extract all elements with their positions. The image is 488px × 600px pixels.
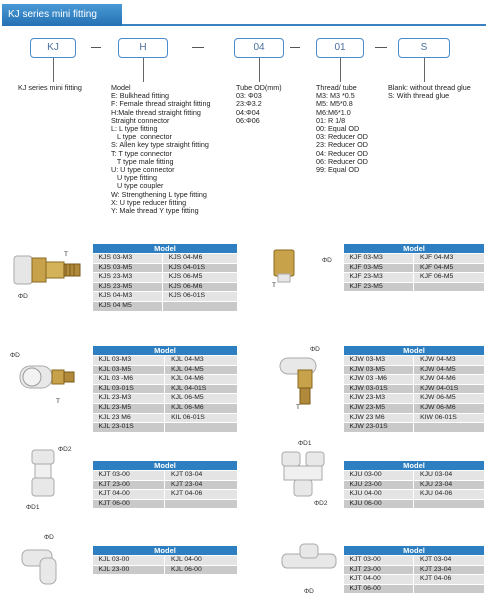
header-rule — [122, 24, 486, 26]
table-row — [93, 490, 238, 500]
table-cell — [165, 499, 238, 509]
table-cell: KJT 23-04 — [165, 480, 238, 490]
tube-description: Tube OD(mm) 03: Φ03 23:Φ3.2 04:Φ04 06:Φ06 — [236, 83, 282, 125]
table-cell: KJT 06-00 — [344, 584, 414, 594]
table-row — [93, 471, 238, 481]
table-header: Model — [344, 244, 485, 254]
table-cell: KJL 03 -M6 — [93, 375, 165, 385]
kjw-model-table — [343, 345, 485, 433]
table-row — [344, 384, 485, 394]
dimension-label: T — [296, 404, 300, 411]
table-row — [93, 301, 238, 311]
table-cell: KJT 23-00 — [93, 480, 165, 490]
dimension-label: T — [64, 251, 68, 258]
table-row — [93, 556, 238, 566]
table-cell: KJL 23 M6 — [93, 413, 165, 423]
table-cell: KJS 03-M3 — [93, 254, 163, 264]
table-cell: KJF 04-M3 — [414, 254, 485, 264]
table-cell: KJL 04-M3 — [165, 356, 238, 366]
table-cell: KJT 03-04 — [414, 556, 485, 566]
table-cell: KJT 03-00 — [344, 556, 414, 566]
table-cell: KJL 23-00 — [93, 565, 165, 575]
table-cell — [162, 301, 237, 311]
dimension-label: ΦD — [322, 257, 332, 264]
table-row — [344, 471, 485, 481]
table-row — [344, 423, 485, 433]
table-header: Model — [93, 244, 238, 254]
table-row — [344, 356, 485, 366]
dimension-label: ΦD2 — [58, 446, 72, 453]
table-row — [93, 394, 238, 404]
model-description: Model E: Bulkhead fitting F: Female thread straight fitting H:Male thread straight fitting Straight connector L: L type fitting L type connector S: Allen key type straight fitting T: T type connector T type male fitting U: U type connector U type fitting U type coupler W: Strengthening L type fitting X: U type reducer fitting Y: Male thread Y type fitting — [111, 83, 211, 216]
code-dash — [375, 47, 387, 48]
table-row — [93, 403, 238, 413]
table-row — [93, 263, 238, 273]
table-row — [93, 480, 238, 490]
table-row — [344, 273, 485, 283]
table-cell: KJF 23-M3 — [344, 273, 414, 283]
table-cell: KJL 06-M5 — [165, 394, 238, 404]
table-row — [93, 292, 238, 302]
table-cell: KJF 06-M5 — [414, 273, 485, 283]
table-cell: KJL 23-M5 — [93, 403, 165, 413]
table-cell: KJT 04-00 — [93, 490, 165, 500]
table-cell: KJW 06-M6 — [414, 403, 485, 413]
table-row — [344, 499, 485, 509]
table-cell: KJS 04-01S — [162, 263, 237, 273]
kjt-fitting-image — [20, 446, 76, 502]
table-row — [344, 375, 485, 385]
dimension-label: ΦD1 — [298, 440, 312, 447]
table-cell: KJS 04-M3 — [93, 292, 163, 302]
code-box-suffix: S — [398, 38, 450, 58]
kju-fitting-image — [276, 446, 336, 502]
table-cell: KJS 06-01S — [162, 292, 237, 302]
kjl-union-model-table — [92, 545, 238, 575]
table-row — [344, 480, 485, 490]
table-row — [93, 413, 238, 423]
table-row — [93, 282, 238, 292]
table-cell: KJW 04-M6 — [414, 375, 485, 385]
table-row — [344, 263, 485, 273]
table-cell: KJU 23-00 — [344, 480, 414, 490]
table-cell: KJL 03-01S — [93, 384, 165, 394]
code-dash — [91, 47, 101, 48]
kjt-model-table — [92, 460, 238, 509]
kjf-fitting-image — [268, 246, 318, 286]
table-row — [344, 584, 485, 594]
dimension-label: ΦD — [10, 352, 20, 359]
dimension-label: T — [56, 398, 60, 405]
table-cell: KJT 04-06 — [414, 575, 485, 585]
table-cell: KJS 23-M5 — [93, 282, 163, 292]
table-cell: KJS 04-M6 — [162, 254, 237, 264]
table-cell: KJF 23-M5 — [344, 282, 414, 292]
connector-line — [424, 58, 425, 82]
table-row — [344, 413, 485, 423]
table-row — [93, 565, 238, 575]
kjt-union-tee-image — [278, 540, 340, 586]
table-cell — [414, 584, 485, 594]
table-row — [344, 490, 485, 500]
code-box-series: KJ — [30, 38, 76, 58]
table-row — [93, 375, 238, 385]
table-row — [344, 365, 485, 375]
table-cell: KJL 06-M6 — [165, 403, 238, 413]
table-row — [93, 273, 238, 283]
table-cell: KJW 04-M5 — [414, 365, 485, 375]
table-cell: KJW 03-M5 — [344, 365, 414, 375]
table-cell: KJW 06-M5 — [414, 394, 485, 404]
dimension-label: ΦD — [44, 534, 54, 541]
connector-line — [143, 58, 144, 82]
table-row — [93, 499, 238, 509]
series-description: KJ series mini fitting — [18, 83, 82, 92]
table-cell: KIW 06-01S — [414, 413, 485, 423]
table-cell — [414, 499, 485, 509]
table-row — [93, 356, 238, 366]
dimension-label: ΦD — [18, 293, 28, 300]
table-cell: KJL 23-M3 — [93, 394, 165, 404]
dimension-label: ΦD1 — [26, 504, 40, 511]
table-cell: KJS 03-M5 — [93, 263, 163, 273]
table-cell: KJT 03-04 — [165, 471, 238, 481]
table-row — [344, 403, 485, 413]
table-cell: KJU 23-04 — [414, 480, 485, 490]
table-cell: KJW 03-M3 — [344, 356, 414, 366]
table-cell: KJW 04-M3 — [414, 356, 485, 366]
table-header: Model — [344, 461, 485, 471]
table-row — [344, 575, 485, 585]
code-box-model: H — [118, 38, 168, 58]
connector-line — [340, 58, 341, 82]
table-row — [93, 384, 238, 394]
table-cell: KJW 04-01S — [414, 384, 485, 394]
code-box-thread: 01 — [316, 38, 364, 58]
table-cell: KJU 03-00 — [344, 471, 414, 481]
table-cell: KJU 04-06 — [414, 490, 485, 500]
table-cell: KJT 23-04 — [414, 565, 485, 575]
dimension-label: T — [272, 282, 276, 289]
table-cell: KJT 04-00 — [344, 575, 414, 585]
table-header: Model — [93, 346, 238, 356]
table-cell: KJL 23-01S — [93, 423, 165, 433]
table-cell: KJS 04 M5 — [93, 301, 163, 311]
table-cell: KJW 23-M5 — [344, 403, 414, 413]
table-cell: KJT 06-00 — [93, 499, 165, 509]
table-cell: KJL 04-M5 — [165, 365, 238, 375]
kjl-union-elbow-image — [16, 540, 76, 590]
table-row — [93, 254, 238, 264]
dimension-label: ΦD2 — [314, 500, 328, 507]
kju-model-table — [343, 460, 485, 509]
table-header: Model — [93, 461, 238, 471]
table-cell: KJW 03-01S — [344, 384, 414, 394]
thread-description: Thread/ tube M3: M3 *0.5 M5: M5*0.8 M6:M6*1.0 01: R 1/8 00: Equal OD 03: Reducer OD 23: Reducer OD 04: Reducer OD 06: Reducer OD 99: Equal OD — [316, 83, 368, 175]
suffix-description: Blank: without thread glue S: With thread glue — [388, 83, 471, 101]
kjf-model-table — [343, 243, 485, 292]
kjl-model-table — [92, 345, 238, 433]
dimension-label: ΦD — [310, 346, 320, 353]
table-cell: KJW 23-M3 — [344, 394, 414, 404]
table-row — [344, 282, 485, 292]
kjs-fitting-image — [8, 250, 88, 292]
table-row — [344, 394, 485, 404]
table-cell: KJS 23-M3 — [93, 273, 163, 283]
table-cell: KJL 03-M3 — [93, 356, 165, 366]
table-cell: KJU 04-00 — [344, 490, 414, 500]
table-cell: KJF 03-M3 — [344, 254, 414, 264]
table-cell — [165, 423, 238, 433]
table-cell: KJL 06-00 — [165, 565, 238, 575]
kjl-fitting-image — [10, 352, 90, 402]
table-cell: KJL 03-00 — [93, 556, 165, 566]
table-cell: KJU 06-00 — [344, 499, 414, 509]
table-cell: KJU 03-04 — [414, 471, 485, 481]
table-cell: KJF 04-M5 — [414, 263, 485, 273]
table-cell: KIL 06-01S — [165, 413, 238, 423]
table-row — [93, 423, 238, 433]
table-cell: KJT 04-06 — [165, 490, 238, 500]
connector-line — [259, 58, 260, 82]
table-cell: KJL 04-00 — [165, 556, 238, 566]
code-dash — [290, 47, 300, 48]
kjt-union-model-table — [343, 545, 485, 594]
table-row — [344, 565, 485, 575]
table-cell: KJL 03-M5 — [93, 365, 165, 375]
table-header: Model — [93, 546, 238, 556]
code-box-tube: 04 — [234, 38, 284, 58]
table-header: Model — [344, 346, 485, 356]
table-cell: KJW 23-01S — [344, 423, 414, 433]
table-row — [344, 556, 485, 566]
kjs-model-table — [92, 243, 238, 312]
table-cell: KJL 04-01S — [165, 384, 238, 394]
table-cell: KJT 03-00 — [93, 471, 165, 481]
table-header: Model — [344, 546, 485, 556]
dimension-label: ΦD — [304, 588, 314, 595]
table-cell: KJS 06-M5 — [162, 273, 237, 283]
code-dash — [192, 47, 204, 48]
table-row — [93, 365, 238, 375]
table-cell: KJF 03-M5 — [344, 263, 414, 273]
table-cell: KJS 06-M6 — [162, 282, 237, 292]
connector-line — [53, 58, 54, 82]
kjw-fitting-image — [276, 352, 336, 410]
table-row — [344, 254, 485, 264]
table-cell: KJW 03 -M6 — [344, 375, 414, 385]
table-cell — [414, 282, 485, 292]
table-cell: KJT 23-00 — [344, 565, 414, 575]
page-title: KJ series mini fitting — [2, 4, 122, 26]
table-cell: KJL 04-M6 — [165, 375, 238, 385]
table-cell: KJW 23 M6 — [344, 413, 414, 423]
table-cell — [414, 423, 485, 433]
